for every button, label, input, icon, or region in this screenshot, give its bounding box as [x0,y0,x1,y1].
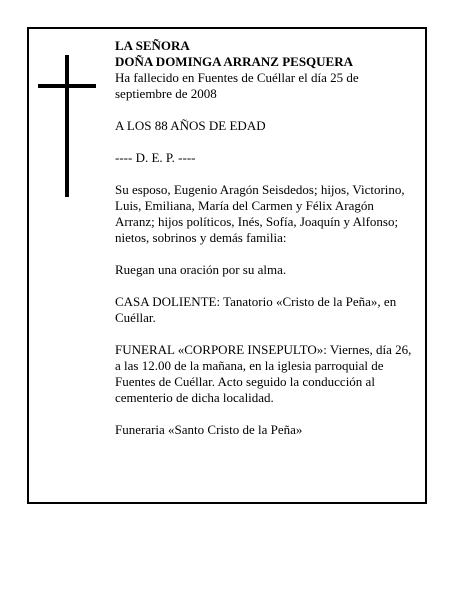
cross-horizontal-bar [38,84,96,88]
cross-vertical-bar [65,55,69,197]
funeral-home: Funeraria «Santo Cristo de la Peña» [115,422,303,437]
dep-line: ---- D. E. P. ---- [115,150,196,165]
obituary-text [115,38,415,438]
mourning-house: CASA DOLIENTE: Tanatorio «Cristo de la Peña», en Cuéllar. [115,294,397,325]
title-line-1: LA SEÑORA [115,38,190,53]
deceased-name: DOÑA DOMINGA ARRANZ PESQUERA [115,54,353,69]
family-paragraph: Su esposo, Eugenio Aragón Seisdedos; hijos, Victorino, Luis, Emiliana, María del Carmen y Félix Aragón Arranz; hijos políticos, Inés, Sofía, Joaquín y Alfonso; nietos, sobrinos y demás familia: [115,182,405,245]
death-info: Ha fallecido en Fuentes de Cuéllar el día 25 de septiembre de 2008 [115,70,359,101]
age-line: A LOS 88 AÑOS DE EDAD [115,118,266,133]
funeral-info: FUNERAL «CORPORE INSEPULTO»: Viernes, día 26, a las 12.00 de la mañana, en la iglesia parroquial de Fuentes de Cuéllar. Acto seguido la conducción al cementerio de dicha localidad. [115,342,412,405]
prayer-line: Ruegan una oración por su alma. [115,262,287,277]
